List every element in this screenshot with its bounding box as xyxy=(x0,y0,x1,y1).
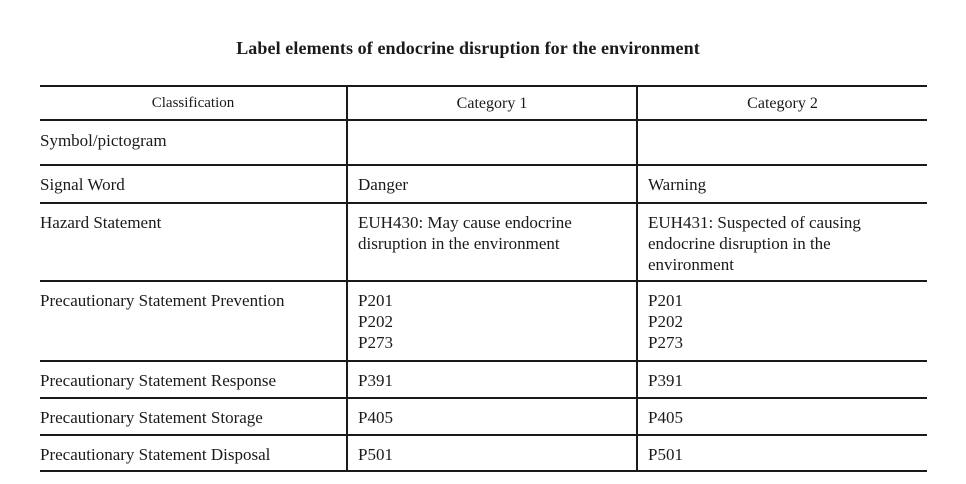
row-label-symbol: Symbol/pictogram xyxy=(40,120,347,165)
header-category-1: Category 1 xyxy=(347,86,637,120)
table-row xyxy=(40,435,927,471)
prevention-cat1 xyxy=(347,281,637,361)
table-row xyxy=(40,281,927,361)
header-row xyxy=(40,86,927,120)
response-cat2: P391 xyxy=(637,361,927,398)
code-line: P201 xyxy=(648,291,683,310)
row-label-signal-word: Signal Word xyxy=(40,165,347,203)
table-row xyxy=(40,120,927,165)
row-label-prevention: Precautionary Statement Prevention xyxy=(40,281,347,361)
symbol-cat1-cell xyxy=(347,120,637,165)
signal-word-cat2: Warning xyxy=(637,165,927,203)
row-label-storage: Precautionary Statement Storage xyxy=(40,398,347,435)
table-title: Label elements of endocrine disruption for the environment xyxy=(236,38,700,58)
hazard-statement-cat2: EUH431: Suspected of causing endocrine disruption in the environment xyxy=(637,203,927,281)
response-cat1: P391 xyxy=(347,361,637,398)
storage-cat2: P405 xyxy=(637,398,927,435)
prevention-cat2 xyxy=(637,281,927,361)
table-row xyxy=(40,165,927,203)
code-line: P201 xyxy=(358,291,393,310)
signal-word-cat1: Danger xyxy=(347,165,637,203)
label-elements-table xyxy=(40,85,927,472)
storage-cat1: P405 xyxy=(347,398,637,435)
table-row xyxy=(40,398,927,435)
row-label-response: Precautionary Statement Response xyxy=(40,361,347,398)
hazard-statement-cat1: EUH430: May cause endocrine disruption in the environment xyxy=(347,203,637,281)
disposal-cat1: P501 xyxy=(347,435,637,471)
header-category-2: Category 2 xyxy=(637,86,927,120)
header-classification: Classification xyxy=(40,86,347,120)
table-row xyxy=(40,203,927,281)
table-row xyxy=(40,361,927,398)
code-line: P202 xyxy=(648,312,683,331)
row-label-disposal: Precautionary Statement Disposal xyxy=(40,435,347,471)
symbol-cat2-cell xyxy=(637,120,927,165)
disposal-cat2: P501 xyxy=(637,435,927,471)
code-line: P273 xyxy=(358,333,393,352)
row-label-hazard-statement: Hazard Statement xyxy=(40,203,347,281)
code-line: P273 xyxy=(648,333,683,352)
code-line: P202 xyxy=(358,312,393,331)
